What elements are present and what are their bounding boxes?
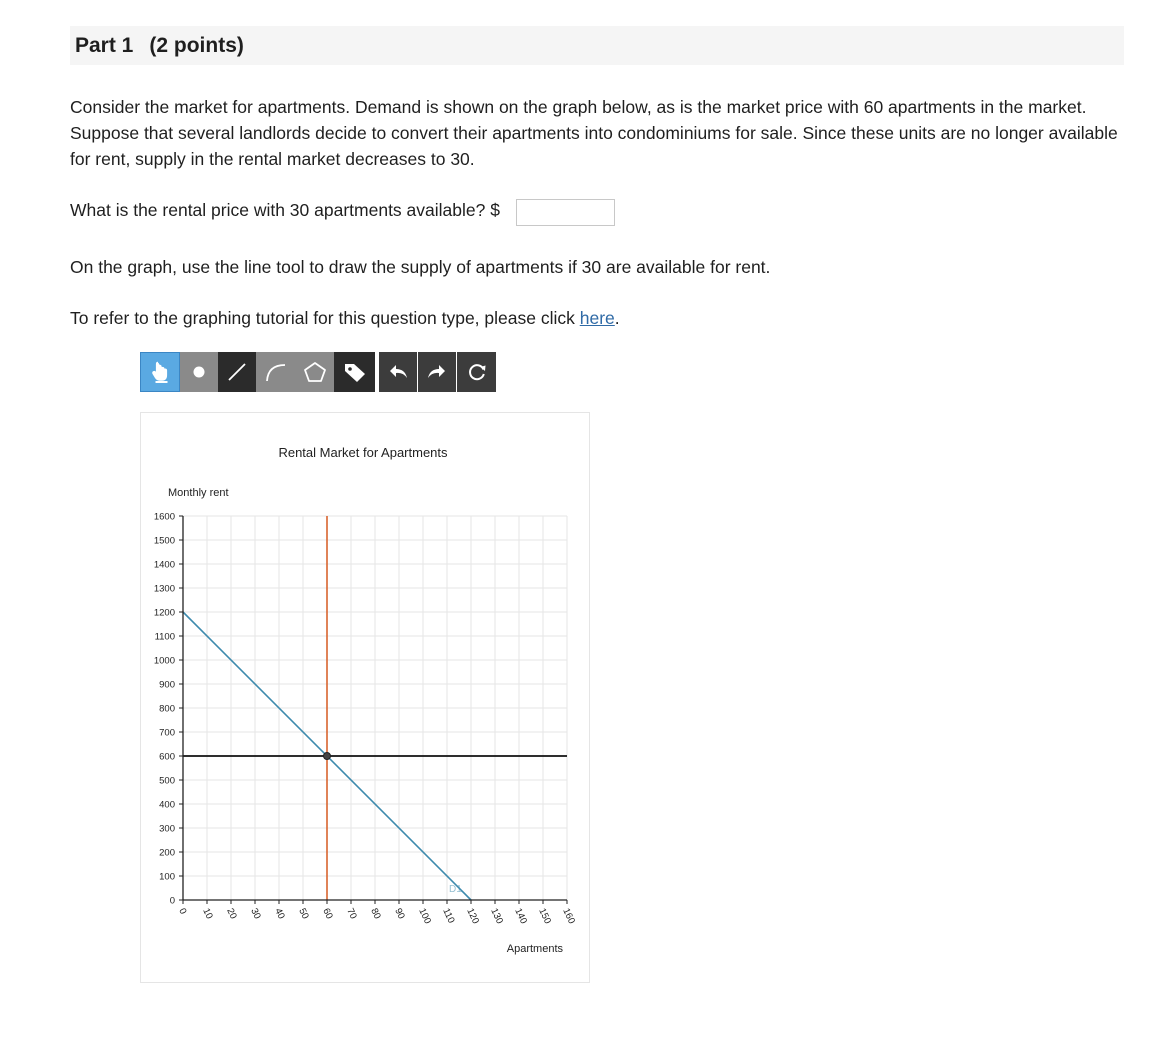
- point-icon: [191, 364, 207, 380]
- x-tick-label: 0: [176, 906, 189, 917]
- tutorial-link[interactable]: here: [579, 308, 615, 328]
- y-tick-label: 0: [169, 895, 175, 907]
- x-tick-label: 160: [560, 906, 577, 926]
- x-tick-label: 140: [512, 906, 529, 926]
- tutorial-line: [70, 305, 1130, 331]
- series-label: D1: [449, 884, 462, 895]
- supply-demand-chart[interactable]: [141, 413, 589, 982]
- y-tick-label: 900: [159, 679, 175, 691]
- x-tick-label: 130: [488, 906, 505, 926]
- tag-icon: [343, 361, 367, 383]
- x-tick-label: 40: [272, 906, 287, 921]
- x-axis-label: Apartments: [506, 943, 563, 955]
- select-tool-button[interactable]: [140, 352, 180, 392]
- pentagon-icon: [303, 361, 327, 383]
- y-tick-label: 1300: [153, 583, 175, 595]
- part-title: Part 1: [75, 34, 134, 57]
- y-tick-label: 600: [159, 751, 175, 763]
- y-tick-label: 1600: [153, 511, 175, 523]
- y-tick-label: 700: [159, 727, 175, 739]
- question-prompt-text: What is the rental price with 30 apartments available? $: [70, 200, 500, 220]
- curve-icon: [264, 361, 288, 383]
- pointer-hand-icon: [149, 360, 171, 384]
- redo-button[interactable]: [418, 352, 456, 392]
- y-tick-label: 100: [159, 871, 175, 883]
- polygon-tool-button[interactable]: [296, 352, 334, 392]
- x-tick-label: 110: [440, 906, 457, 926]
- y-tick-label: 200: [159, 847, 175, 859]
- x-tick-label: 80: [368, 906, 383, 921]
- tutorial-suffix: .: [614, 308, 620, 328]
- axes: [154, 512, 577, 926]
- graph-instruction: On the graph, use the line tool to draw the supply of apartments if 30 are available for rent.: [70, 257, 771, 277]
- y-axis-label: Monthly rent: [168, 487, 229, 499]
- x-tick-label: 150: [536, 906, 553, 926]
- x-tick-label: 20: [224, 906, 239, 921]
- y-tick-label: 1000: [153, 655, 175, 667]
- y-tick-label: 500: [159, 775, 175, 787]
- reset-button[interactable]: [457, 352, 496, 392]
- line-tool-button[interactable]: [218, 352, 256, 392]
- part-points: (2 points): [149, 34, 244, 57]
- x-tick-label: 70: [344, 906, 359, 921]
- refresh-icon: [466, 361, 488, 383]
- undo-button[interactable]: [379, 352, 417, 392]
- x-tick-label: 60: [320, 906, 335, 921]
- undo-arrow-icon: [387, 362, 409, 382]
- graph-panel: [140, 412, 590, 983]
- rental-price-input[interactable]: [516, 199, 615, 226]
- y-tick-label: 300: [159, 823, 175, 835]
- curve-tool-button[interactable]: [256, 352, 296, 392]
- y-tick-label: 1500: [153, 535, 175, 547]
- y-tick-label: 1400: [153, 559, 175, 571]
- x-tick-label: 90: [392, 906, 407, 921]
- y-tick-label: 800: [159, 703, 175, 715]
- x-tick-label: 120: [464, 906, 481, 926]
- chart-title: Rental Market for Apartments: [278, 445, 448, 460]
- x-tick-label: 10: [200, 906, 215, 921]
- y-tick-label: 1200: [153, 607, 175, 619]
- marker-equilibrium[interactable]: [324, 753, 331, 760]
- x-tick-label: 50: [296, 906, 311, 921]
- label-tool-button[interactable]: [334, 352, 375, 392]
- y-tick-label: 1100: [154, 631, 175, 643]
- y-tick-label: 400: [159, 799, 175, 811]
- redo-arrow-icon: [426, 362, 448, 382]
- tutorial-prefix: To refer to the graphing tutorial for this question type, please click: [70, 308, 580, 328]
- part-header: [70, 26, 1124, 65]
- x-tick-label: 30: [248, 906, 263, 921]
- x-tick-label: 100: [416, 906, 433, 926]
- grid: [183, 516, 567, 900]
- line-icon: [226, 361, 248, 383]
- point-tool-button[interactable]: [180, 352, 218, 392]
- question-intro: Consider the market for apartments. Demand is shown on the graph below, as is the market price with 60 apartments in the market. Suppose that several landlords decide to convert their apartments into condominiums for sale. Since these units are no longer available for rent, supply in the rental market decreases to 30.: [70, 97, 1118, 169]
